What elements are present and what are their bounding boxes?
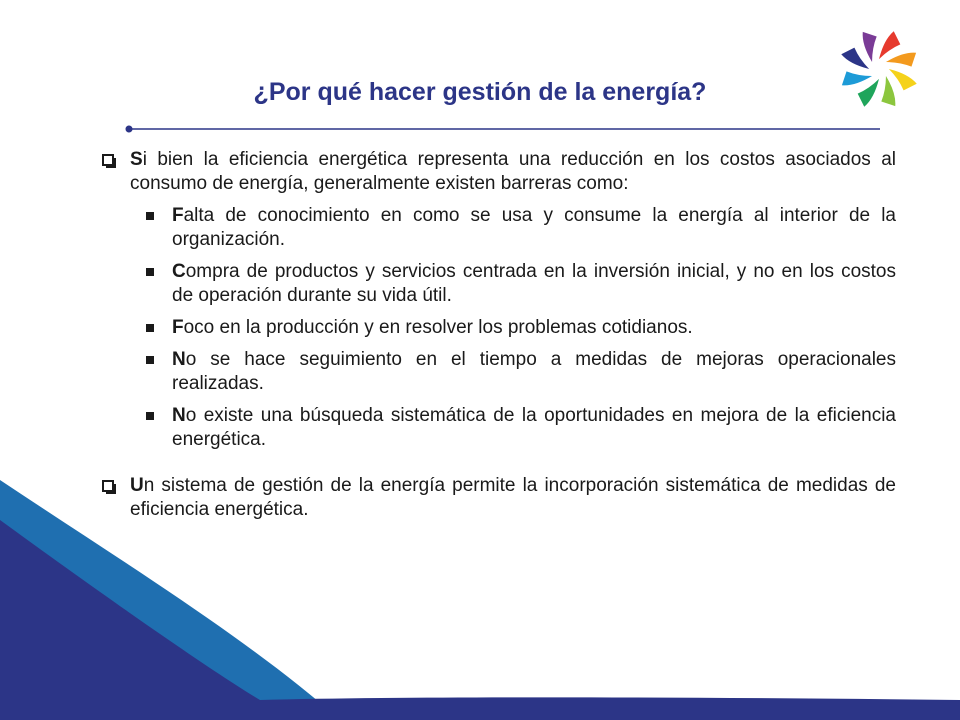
sub-bullet-item [100, 404, 896, 452]
bullet-first-letter: N [172, 349, 186, 370]
bullet-text: o se hace seguimiento en el tiempo a medidas de mejoras operacionales realizadas. [172, 349, 896, 394]
bullet-text: oco en la producción y en resolver los problemas cotidianos. [183, 317, 693, 338]
bullet-item [100, 474, 896, 522]
hollow-square-bullet-icon [102, 480, 114, 492]
bullet-first-letter: N [172, 405, 186, 426]
bullet-text: ompra de productos y servicios centrada en la inversión inicial, y no en los costos de operación durante su vida útil. [172, 261, 896, 306]
bullet-first-letter: U [130, 475, 144, 496]
bullet-list [100, 148, 896, 530]
title-divider [124, 124, 884, 134]
bullet-first-letter: F [172, 205, 184, 226]
filled-square-bullet-icon [146, 212, 154, 220]
bullet-text: alta de conocimiento en como se usa y consume la energía al interior de la organización. [172, 205, 896, 250]
bullet-text: o existe una búsqueda sistemática de la oportunidades en mejora de la eficiencia energética. [172, 405, 896, 450]
spacer [100, 460, 896, 474]
sub-bullet-item [100, 260, 896, 308]
bullet-text: n sistema de gestión de la energía permite la incorporación sistemática de medidas de eficiencia energética. [130, 475, 896, 520]
bullet-item [100, 148, 896, 196]
bullet-first-letter: F [172, 317, 184, 338]
sub-bullet-item [100, 204, 896, 252]
filled-square-bullet-icon [146, 268, 154, 276]
bullet-text: i bien la eficiencia energética representa una reducción en los costos asociados al consumo de energía, generalmente existen barreras como: [130, 149, 896, 194]
sub-bullet-item [100, 348, 896, 396]
sub-bullet-item [100, 316, 896, 340]
filled-square-bullet-icon [146, 324, 154, 332]
filled-square-bullet-icon [146, 356, 154, 364]
hollow-square-bullet-icon [102, 154, 114, 166]
slide-title: ¿Por qué hacer gestión de la energía? [253, 78, 707, 106]
filled-square-bullet-icon [146, 412, 154, 420]
bullet-first-letter: C [172, 261, 186, 282]
bullet-first-letter: S [130, 149, 143, 170]
